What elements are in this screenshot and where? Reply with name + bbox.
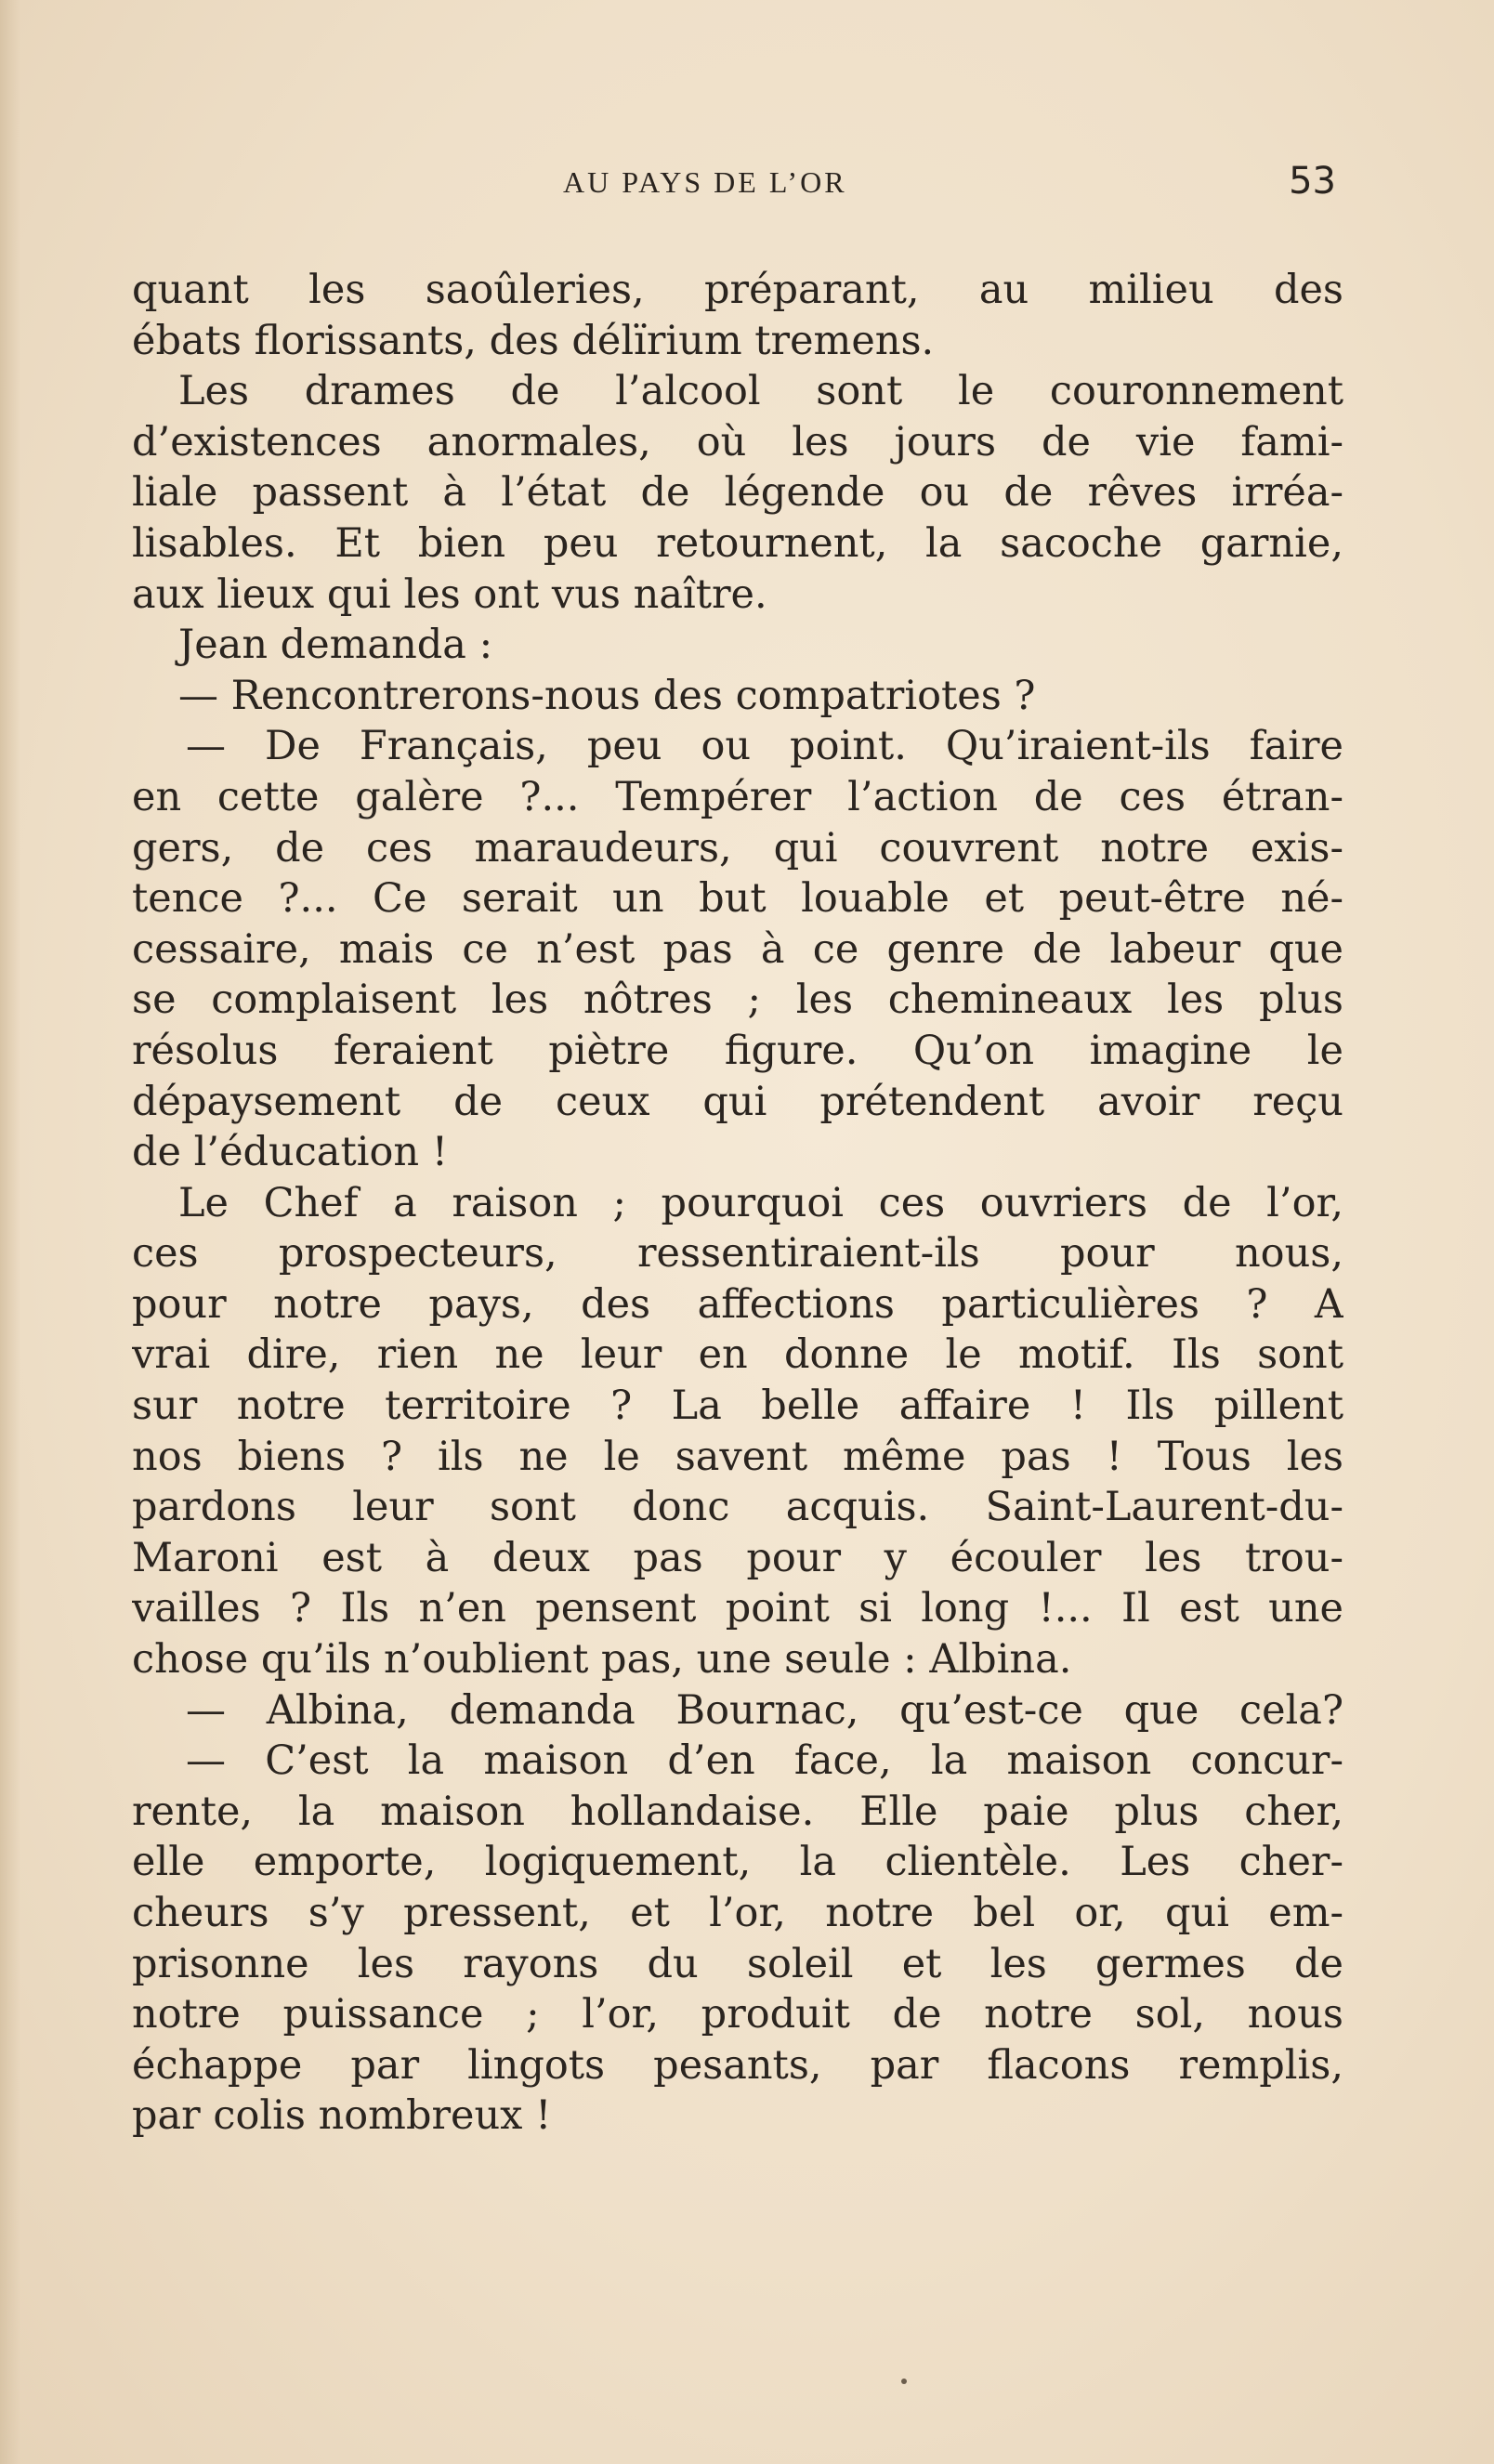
text-line: vrai dire, rien ne leur en donne le motif. Ils sont bbox=[132, 1331, 1343, 1379]
text-line: sur notre territoire ? La belle affaire ! Ils pillent bbox=[132, 1383, 1343, 1430]
text-line: ces prospecteurs, ressentiraient-ils pour nous, bbox=[132, 1230, 1343, 1278]
text-line: par colis nombreux ! bbox=[132, 2092, 552, 2140]
text-line: nos biens ? ils ne le savent même pas ! Tous les bbox=[132, 1433, 1343, 1480]
text-line: résolus feraient piètre figure. Qu’on imagine le bbox=[132, 1027, 1343, 1074]
page-number: 53 bbox=[1289, 160, 1336, 203]
text-line: quant les saoûleries, préparant, au milieu des bbox=[132, 267, 1343, 313]
text-line: cessaire, mais ce n’est pas à ce genre de labeur que bbox=[132, 925, 1343, 973]
paper-speck bbox=[901, 2379, 907, 2384]
text-line: gers, de ces maraudeurs, qui couvrent notre exis- bbox=[132, 824, 1343, 872]
text-line: rente, la maison hollandaise. Elle paie plus cher, bbox=[132, 1788, 1343, 1835]
text-line: notre puissance ; l’or, produit de notre sol, nous bbox=[132, 1991, 1343, 2038]
text-line: prisonne les rayons du soleil et les germes de bbox=[132, 1940, 1343, 1987]
text-line: — C’est la maison d’en face, la maison concur- bbox=[186, 1737, 1343, 1785]
text-line: pardons leur sont donc acquis. Saint-Laurent-du- bbox=[132, 1484, 1343, 1531]
text-line: — Rencontrerons-nous des compatriotes ? bbox=[178, 672, 1036, 719]
text-line: vailles ? Ils n’en pensent point si long !... Il est une bbox=[132, 1585, 1343, 1632]
text-line: ébats florissants, des délïrium tremens. bbox=[132, 317, 935, 364]
text-line: elle emporte, logiquement, la clientèle. Les cher- bbox=[132, 1839, 1343, 1886]
page-binding-shadow bbox=[0, 0, 20, 2464]
text-line: — Albina, demanda Bournac, qu’est-ce que cela? bbox=[186, 1686, 1343, 1734]
text-line: échappe par lingots pesants, par flacons remplis, bbox=[132, 2041, 1343, 2089]
text-line: cheurs s’y pressent, et l’or, notre bel or, qui em- bbox=[132, 1890, 1343, 1936]
text-line: Maroni est à deux pas pour y écouler les trou- bbox=[132, 1534, 1343, 1581]
text-line: dépaysement de ceux qui prétendent avoir reçu bbox=[132, 1078, 1343, 1125]
body-text bbox=[132, 265, 1343, 2142]
running-title: AU PAYS DE L’OR bbox=[563, 165, 847, 199]
text-line: liale passent à l’état de légende ou de rêves irréa- bbox=[132, 469, 1343, 517]
text-line: pour notre pays, des affections particulières ? A bbox=[132, 1280, 1343, 1328]
text-line: lisables. Et bien peu retournent, la sacoche garnie, bbox=[132, 519, 1343, 567]
text-line: de l’éducation ! bbox=[132, 1129, 449, 1176]
text-line: chose qu’ils n’oublient pas, une seule : Albina. bbox=[132, 1636, 1072, 1684]
text-line: — De Français, peu ou point. Qu’iraient-ils faire bbox=[186, 723, 1343, 770]
text-line: en cette galère ?... Tempérer l’action de ces étran- bbox=[132, 773, 1343, 820]
text-line: aux lieux qui les ont vus naître. bbox=[132, 570, 767, 618]
text-line: Les drames de l’alcool sont le couronnement bbox=[178, 368, 1343, 415]
text-line: se complaisent les nôtres ; les chemineaux les plus bbox=[132, 976, 1343, 1024]
text-line: Le Chef a raison ; pourquoi ces ouvriers de l’or, bbox=[178, 1179, 1343, 1226]
text-line: Jean demanda : bbox=[178, 622, 493, 669]
text-line: d’existences anormales, où les jours de vie fami- bbox=[132, 418, 1343, 465]
text-line: tence ?... Ce serait un but louable et peut-être né- bbox=[132, 875, 1343, 923]
